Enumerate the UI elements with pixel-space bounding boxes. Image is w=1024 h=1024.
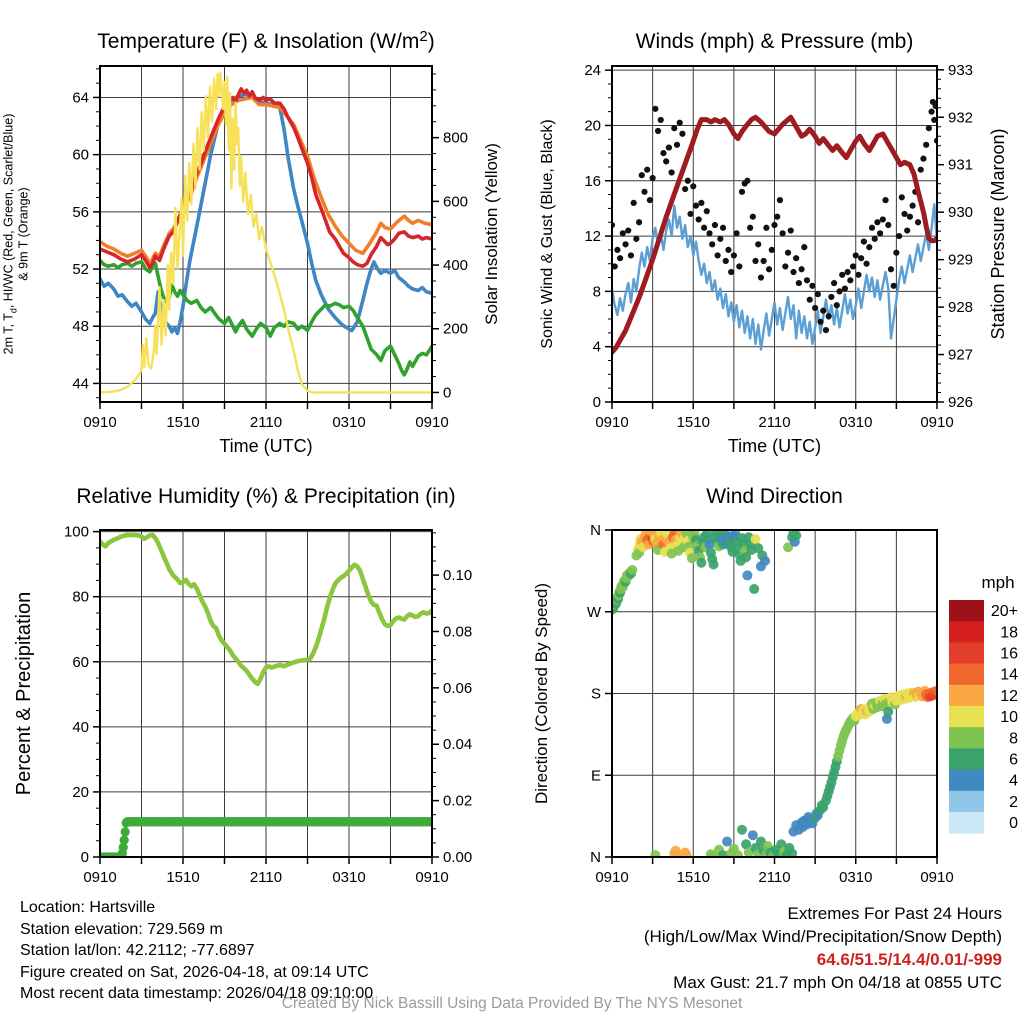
svg-text:Solar Insolation (Yellow): Solar Insolation (Yellow)	[482, 143, 501, 325]
station-latlon: Station lat/lon: 42.2112; -77.6897	[20, 942, 255, 959]
svg-text:20+: 20+	[990, 603, 1018, 621]
svg-text:16: 16	[1000, 645, 1018, 663]
svg-text:0.06: 0.06	[443, 679, 473, 697]
svg-text:930: 930	[948, 204, 974, 222]
svg-text:10: 10	[1000, 709, 1018, 727]
svg-text:0910: 0910	[920, 869, 954, 886]
svg-text:W: W	[586, 603, 601, 621]
svg-text:64: 64	[72, 89, 89, 107]
svg-text:0310: 0310	[839, 869, 873, 886]
svg-text:Winds (mph) & Pressure (mb): Winds (mph) & Pressure (mb)	[635, 30, 914, 53]
svg-text:100: 100	[63, 523, 89, 541]
svg-text:Station Pressure (Maroon): Station Pressure (Maroon)	[988, 128, 1008, 340]
chart-humidity-precipitation	[0, 460, 512, 900]
credit-line: Created By Nick Bassill Using Data Provided By The NYS Mesonet	[281, 995, 743, 1012]
svg-text:4: 4	[1009, 772, 1018, 790]
svg-text:mph: mph	[981, 573, 1015, 592]
svg-text:20: 20	[72, 783, 89, 801]
svg-text:Sonic Wind & Gust (Blue, Black: Sonic Wind & Gust (Blue, Black)	[539, 119, 556, 349]
svg-text:E: E	[590, 767, 601, 785]
svg-text:0.00: 0.00	[443, 849, 473, 866]
svg-text:Time (UTC): Time (UTC)	[727, 436, 822, 456]
svg-text:200: 200	[443, 320, 469, 338]
extremes-values: 64.6/51.5/14.4/0.01/-999	[816, 950, 1002, 969]
svg-text:400: 400	[443, 257, 469, 275]
svg-text:80: 80	[72, 588, 89, 606]
svg-text:2: 2	[1009, 793, 1018, 811]
svg-text:928: 928	[948, 299, 974, 317]
svg-text:600: 600	[443, 193, 469, 211]
svg-text:S: S	[590, 685, 601, 703]
svg-text:1510: 1510	[166, 414, 200, 431]
svg-text:44: 44	[72, 375, 89, 393]
svg-text:2110: 2110	[758, 414, 791, 431]
data-timestamp: Most recent data timestamp: 2026/04/18 09:10:00	[20, 985, 374, 1002]
svg-text:1510: 1510	[676, 414, 710, 431]
svg-text:0310: 0310	[839, 414, 873, 431]
svg-text:1510: 1510	[166, 869, 200, 886]
svg-text:0: 0	[443, 384, 452, 402]
svg-text:12: 12	[1000, 687, 1018, 705]
extremes-title: Extremes For Past 24 Hours	[787, 904, 1002, 923]
svg-text:0.10: 0.10	[443, 567, 473, 585]
extremes-subtitle: (High/Low/Max Wind/Precipitation/Snow Depth)	[643, 927, 1002, 946]
svg-text:932: 932	[948, 109, 974, 127]
svg-text:1510: 1510	[676, 869, 710, 886]
svg-text:0910: 0910	[920, 414, 954, 431]
svg-text:N: N	[590, 522, 601, 539]
svg-text:8: 8	[1009, 730, 1018, 748]
svg-text:800: 800	[443, 129, 469, 147]
svg-text:0310: 0310	[332, 414, 366, 431]
svg-text:48: 48	[72, 318, 89, 336]
chart-wind-direction	[512, 460, 1024, 900]
svg-text:0.02: 0.02	[443, 792, 473, 810]
svg-text:18: 18	[1000, 624, 1018, 642]
svg-text:2110: 2110	[758, 869, 791, 886]
station-location: Location: Hartsville	[20, 899, 156, 916]
svg-text:4: 4	[592, 338, 601, 356]
svg-text:926: 926	[948, 394, 974, 411]
svg-text:0.04: 0.04	[443, 736, 473, 754]
svg-text:2110: 2110	[249, 869, 283, 886]
svg-text:2110: 2110	[249, 414, 283, 431]
svg-text:6: 6	[1009, 751, 1018, 769]
figure-created: Figure created on Sat, 2026-04-18, at 09:14 UTC	[20, 963, 369, 981]
svg-text:0910: 0910	[595, 414, 629, 431]
svg-text:16: 16	[584, 172, 601, 190]
svg-text:0910: 0910	[415, 414, 449, 431]
svg-text:0: 0	[592, 394, 601, 411]
svg-text:20: 20	[584, 117, 601, 135]
svg-text:Relative Humidity (%) & Precip: Relative Humidity (%) & Precipitation (in)	[76, 485, 456, 508]
svg-text:931: 931	[948, 156, 974, 174]
svg-text:0910: 0910	[83, 414, 117, 431]
svg-text:0910: 0910	[415, 869, 449, 886]
svg-text:Wind Direction: Wind Direction	[706, 485, 843, 508]
chart-winds-pressure	[512, 0, 1024, 460]
svg-text:Time (UTC): Time (UTC)	[219, 436, 313, 456]
svg-text:929: 929	[948, 251, 974, 269]
svg-text:56: 56	[72, 203, 89, 221]
station-elevation: Station elevation: 729.569 m	[20, 920, 223, 938]
svg-text:0: 0	[80, 849, 89, 866]
svg-text:52: 52	[72, 261, 89, 279]
svg-text:0: 0	[1009, 815, 1018, 833]
svg-text:0910: 0910	[595, 869, 629, 886]
svg-text:60: 60	[72, 146, 89, 164]
chart-temperature-insolation	[0, 0, 512, 460]
svg-text:Percent & Precipitation: Percent & Precipitation	[13, 591, 35, 796]
max-gust: Max Gust: 21.7 mph On 04/18 at 0855 UTC	[673, 973, 1002, 992]
svg-text:12: 12	[584, 228, 601, 246]
svg-text:Temperature (F) & Insolation (: Temperature (F) & Insolation $(W/m^2)$	[97, 28, 435, 53]
svg-text:2m T, Td, HI/WC (Red, Green, S: 2m T, $T_d$, HI/WC (Red, Green, Scarlet/Blue)	[1, 113, 19, 355]
svg-text:N: N	[590, 849, 601, 866]
svg-text:0310: 0310	[332, 869, 366, 886]
svg-text:24: 24	[584, 62, 601, 80]
station-info-block	[20, 897, 373, 1005]
svg-text:14: 14	[1000, 666, 1018, 684]
svg-text:0.08: 0.08	[443, 623, 473, 641]
svg-text:Direction (Colored By Speed): Direction (Colored By Speed)	[532, 582, 551, 805]
svg-text:8: 8	[592, 283, 601, 301]
svg-text:927: 927	[948, 346, 974, 364]
svg-text:0910: 0910	[83, 869, 117, 886]
svg-text:933: 933	[948, 61, 974, 79]
extremes-block	[644, 902, 1002, 994]
svg-text:& 9m T (Orange): & 9m T (Orange)	[16, 187, 31, 281]
svg-text:60: 60	[72, 653, 89, 671]
svg-text:40: 40	[72, 718, 89, 736]
